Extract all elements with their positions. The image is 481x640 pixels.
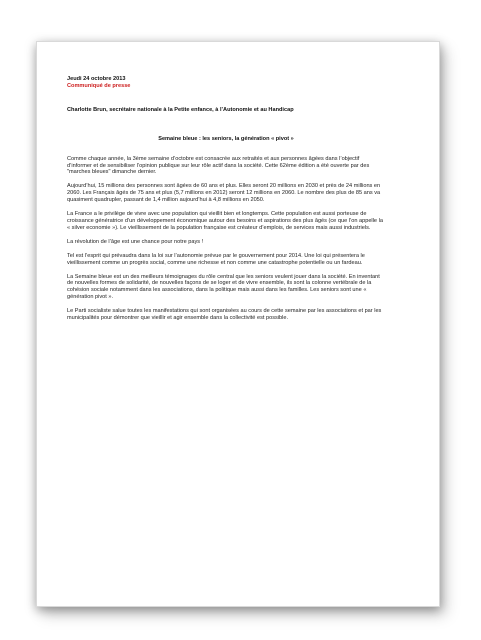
release-author: Charlotte Brun, secrétaire nationale à la Petite enfance, à l’Autonomie et au Handicap [67, 106, 294, 113]
release-title: Semaine bleue : les seniors, la génération « pivot » [158, 135, 294, 142]
paragraph: La Semaine bleue est un des meilleurs témoignages du rôle central que les seniors veulent jouer dans la société. En inventant de nouvelles formes de solidarité, de nouvelles façons de se loger et de vivre ensemble, ils sont la colonne vertébrale de la cohésion sociale notamment dans les associations, dans la politique mais aussi dans les familles. Les seniors sont une « génération pivot ». [67, 273, 380, 301]
paragraph: Tel est l’esprit qui prévaudra dans la loi sur l’autonomie prévue par le gouvernement pour 2014. Une loi qui présentera le vieillissement comme un progrès social, comme une richesse et non comme une catastrophe potentielle ou un fardeau. [67, 252, 365, 266]
release-type-label: Communiqué de presse [67, 82, 131, 89]
paragraph: Le Parti socialiste salue toutes les manifestations qui sont organisées au cours de cette semaine par les associations et par les municipalités pour démontrer que vieillir et agir ensemble dans la collectivité est possible. [67, 308, 382, 322]
paragraph: La France a le privilège de vivre avec une population qui vieillit bien et longtemps. Cette population est aussi porteuse de croissance génératrice d’un développement économique autour des besoins et aspirations des plus âgés (ce que l’on appelle la « silver economie »). Le vieillissement de la population française est créateur d’emplois, de services mais aussi industriels. [67, 211, 383, 231]
release-date: Jeudi 24 octobre 2013 [67, 76, 126, 82]
document-content [67, 76, 385, 329]
paragraph: Comme chaque année, la 3ème semaine d’octobre est consacrée aux retraités et aux personnes âgées dans l’objectif d’informer et de sensibiliser l’opinion publique sur leur rôle actif dans la société. Cette 62ème édition a été ouverte par des "marches bleues" dimanche dernier. [67, 155, 370, 176]
paragraph: Aujourd’hui, 15 millions des personnes sont âgées de 60 ans et plus. Elles seront 20 millions en 2030 et près de 24 millions en 2060. Les Français âgés de 75 ans et plus (5,7 millions en 2012) seront 12 millions en 2060. Le nombre des plus de 85 ans va quasiment quadrupler, passant de 1,4 million aujourd’hui à 4,8 millions en 2050. [67, 183, 381, 204]
paragraph: La révolution de l’âge est une chance pour notre pays ! [67, 238, 204, 245]
